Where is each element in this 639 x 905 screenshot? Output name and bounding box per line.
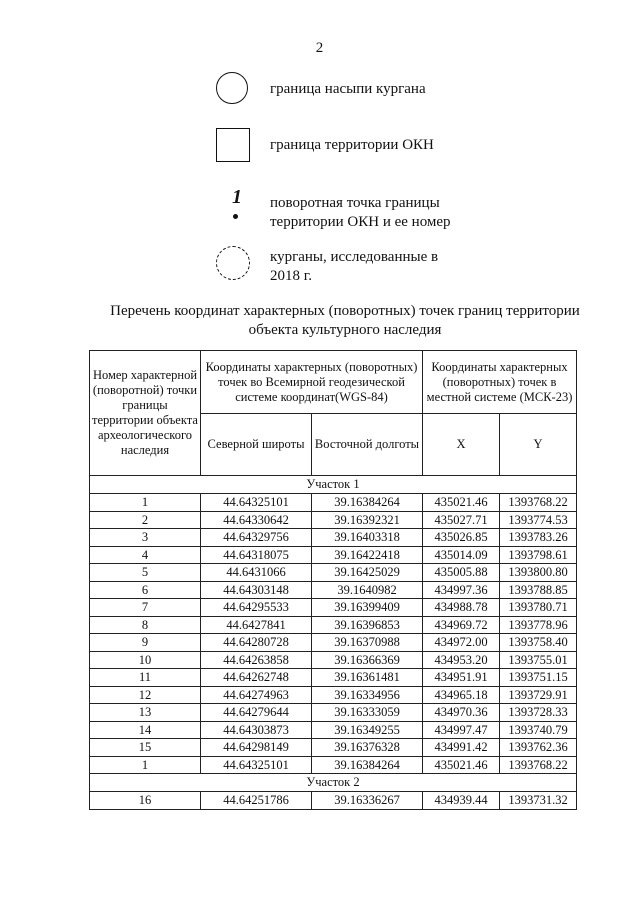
table-row [90,739,577,757]
cell-north-latitude: 44.6427841 [201,616,312,634]
cell-y: 1393740.79 [500,721,577,739]
header-east-longitude: Восточной долготы [312,414,423,476]
cell-north-latitude: 44.64262748 [201,669,312,687]
header-msk23-group: Координаты характерных (поворотных) точек в местной системе (МСК-23) [423,351,577,414]
legend-text-line-1: поворотная точка границы [270,195,440,211]
cell-point-number: 11 [90,669,201,687]
turning-point-icon [216,186,250,230]
cell-y: 1393731.32 [500,792,577,810]
cell-point-number: 1 [90,756,201,774]
header-y: Y [500,414,577,476]
table-row [90,756,577,774]
header-point-number: Номер характерной (поворотной) точки границы территории объекта археологического наследия [90,351,201,476]
cell-east-longitude: 39.16376328 [312,739,423,757]
cell-east-longitude: 39.16403318 [312,529,423,547]
cell-point-number: 16 [90,792,201,810]
table-row [90,651,577,669]
cell-y: 1393798.61 [500,546,577,564]
cell-east-longitude: 39.16334956 [312,686,423,704]
legend-text-line-2: 2018 г. [270,268,312,284]
cell-east-longitude: 39.16370988 [312,634,423,652]
table-row [90,511,577,529]
cell-north-latitude: 44.64251786 [201,792,312,810]
table-row [90,686,577,704]
cell-x: 434972.00 [423,634,500,652]
header-north-latitude: Северной широты [201,414,312,476]
circle-outline-icon [216,72,248,104]
cell-point-number: 13 [90,704,201,722]
cell-north-latitude: 44.64298149 [201,739,312,757]
legend-text-line-1: курганы, исследованные в [270,249,439,265]
cell-y: 1393768.22 [500,756,577,774]
cell-x: 434997.47 [423,721,500,739]
cell-north-latitude: 44.64274963 [201,686,312,704]
cell-north-latitude: 44.64325101 [201,494,312,512]
cell-point-number: 3 [90,529,201,547]
cell-north-latitude: 44.64318075 [201,546,312,564]
table-row [90,721,577,739]
cell-north-latitude: 44.64329756 [201,529,312,547]
cell-east-longitude: 39.16366369 [312,651,423,669]
cell-point-number: 1 [90,494,201,512]
cell-x: 434965.18 [423,686,500,704]
cell-east-longitude: 39.16336267 [312,792,423,810]
cell-north-latitude: 44.64303148 [201,581,312,599]
cell-point-number: 5 [90,564,201,582]
cell-x: 434951.91 [423,669,500,687]
cell-x: 435021.46 [423,756,500,774]
cell-east-longitude: 39.16425029 [312,564,423,582]
dashed-circle-icon [216,246,250,280]
cell-point-number: 6 [90,581,201,599]
cell-x: 434997.36 [423,581,500,599]
cell-x: 434988.78 [423,599,500,617]
table-body [90,476,577,810]
section-row [90,476,577,494]
section-title: Участок 1 [90,476,577,494]
cell-y: 1393758.40 [500,634,577,652]
cell-y: 1393778.96 [500,616,577,634]
cell-north-latitude: 44.64330642 [201,511,312,529]
cell-y: 1393788.85 [500,581,577,599]
cell-east-longitude: 39.16384264 [312,494,423,512]
table-row [90,494,577,512]
cell-y: 1393755.01 [500,651,577,669]
page-number: 2 [315,40,324,56]
cell-north-latitude: 44.64303873 [201,721,312,739]
table-row [90,529,577,547]
title-line-2: объекта культурного наследия [248,322,442,338]
cell-point-number: 8 [90,616,201,634]
cell-point-number: 7 [90,599,201,617]
turning-point-dot [233,214,238,219]
cell-point-number: 9 [90,634,201,652]
cell-north-latitude: 44.64279644 [201,704,312,722]
table-row [90,546,577,564]
coordinates-table [89,350,577,810]
cell-east-longitude: 39.16396853 [312,616,423,634]
cell-x: 435021.46 [423,494,500,512]
cell-east-longitude: 39.16392321 [312,511,423,529]
cell-x: 435026.85 [423,529,500,547]
cell-point-number: 4 [90,546,201,564]
cell-x: 434939.44 [423,792,500,810]
cell-north-latitude: 44.64295533 [201,599,312,617]
cell-y: 1393780.71 [500,599,577,617]
cell-point-number: 2 [90,511,201,529]
cell-east-longitude: 39.1640982 [312,581,423,599]
cell-north-latitude: 44.64280728 [201,634,312,652]
cell-point-number: 14 [90,721,201,739]
table-row [90,704,577,722]
cell-y: 1393762.36 [500,739,577,757]
cell-north-latitude: 44.6431066 [201,564,312,582]
title-line-1: Перечень координат характерных (поворотных) точек границ территории [110,303,580,319]
cell-east-longitude: 39.16333059 [312,704,423,722]
table-row [90,792,577,810]
turning-point-number: 1 [232,186,242,208]
cell-point-number: 15 [90,739,201,757]
cell-x: 435027.71 [423,511,500,529]
square-outline-icon [216,128,250,162]
legend-item-turning-point [216,186,451,230]
cell-east-longitude: 39.16422418 [312,546,423,564]
cell-y: 1393729.91 [500,686,577,704]
section-title: Участок 2 [90,774,577,792]
cell-y: 1393768.22 [500,494,577,512]
cell-x: 435014.09 [423,546,500,564]
cell-north-latitude: 44.64325101 [201,756,312,774]
cell-x: 434991.42 [423,739,500,757]
legend-text: граница территории ОКН [270,137,434,153]
cell-y: 1393751.15 [500,669,577,687]
cell-north-latitude: 44.64263858 [201,651,312,669]
cell-y: 1393800.80 [500,564,577,582]
table-row [90,581,577,599]
table-row [90,634,577,652]
header-x: X [423,414,500,476]
cell-x: 434970.36 [423,704,500,722]
list-title [90,302,600,340]
cell-point-number: 10 [90,651,201,669]
cell-east-longitude: 39.16384264 [312,756,423,774]
section-row [90,774,577,792]
table-row [90,616,577,634]
cell-y: 1393774.53 [500,511,577,529]
cell-east-longitude: 39.16349255 [312,721,423,739]
header-wgs84-group: Координаты характерных (поворотных) точек во Всемирной геодезической системе координат(WGS-84) [201,351,423,414]
legend-text-line-2: территории ОКН и ее номер [270,214,451,230]
cell-x: 434969.72 [423,616,500,634]
cell-east-longitude: 39.16399409 [312,599,423,617]
table-row [90,564,577,582]
cell-x: 435005.88 [423,564,500,582]
cell-point-number: 12 [90,686,201,704]
cell-y: 1393783.26 [500,529,577,547]
cell-east-longitude: 39.16361481 [312,669,423,687]
table-row [90,669,577,687]
cell-x: 434953.20 [423,651,500,669]
cell-y: 1393728.33 [500,704,577,722]
table-row [90,599,577,617]
legend-text: граница насыпи кургана [270,81,426,97]
